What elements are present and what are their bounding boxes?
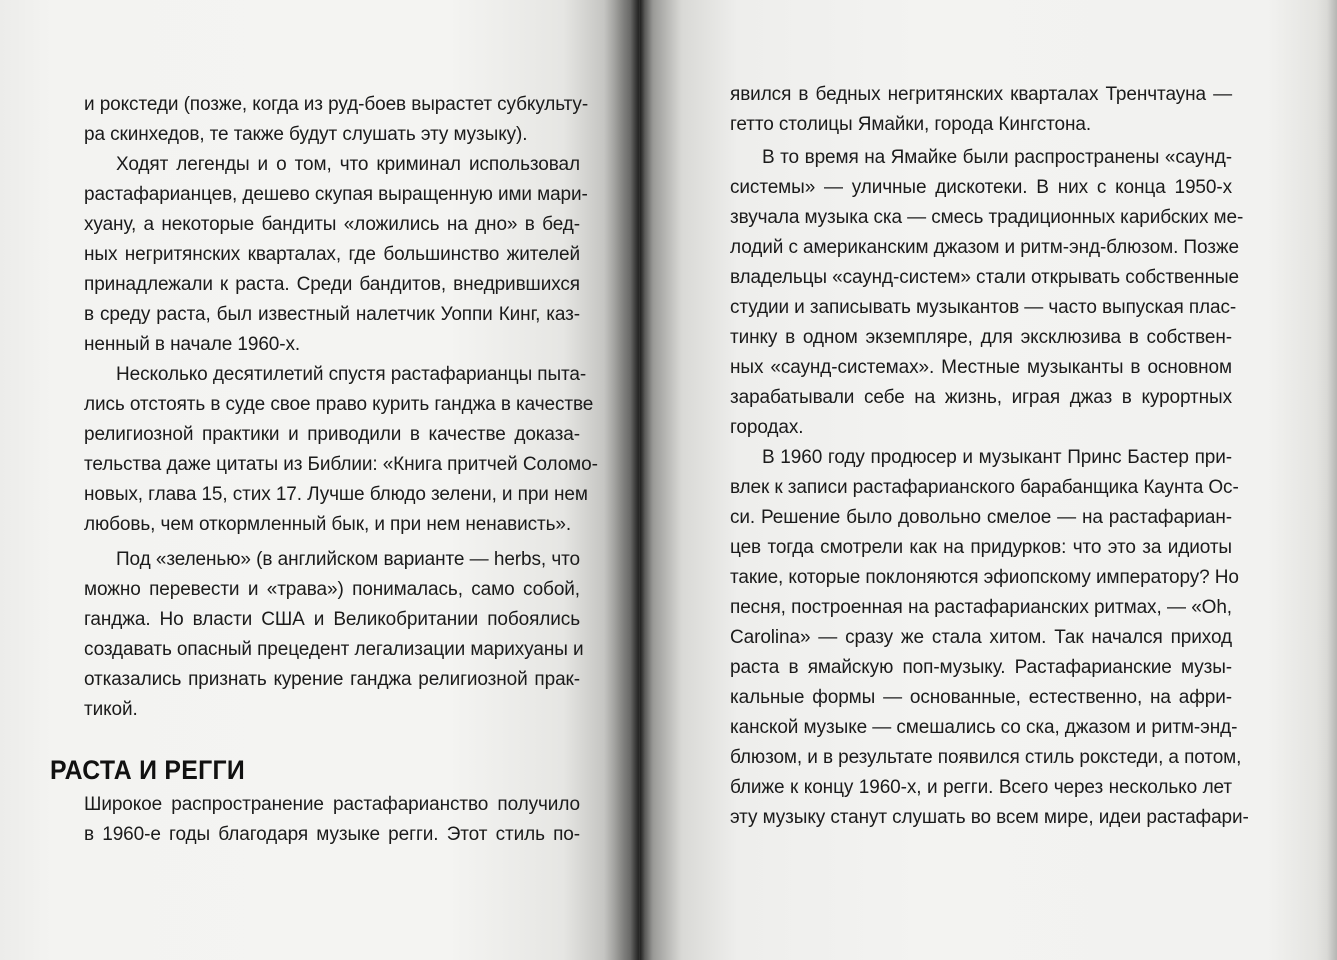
text-line: религиозной практики и приводили в качестве доказа- xyxy=(84,424,580,445)
text-line: такие, которые поклоняются эфиопскому императору? Но xyxy=(730,567,1239,588)
text-line: в среду раста, был известный налетчик Уоппи Кинг, каз- xyxy=(84,304,580,325)
text-line: растафарианцев, дешево скупая выращенную ими мари- xyxy=(84,184,588,205)
text-line: хуану, а некоторые бандиты «ложились на дно» в бед- xyxy=(84,214,580,235)
text-line: звучала музыка ска — смесь традиционных карибских ме- xyxy=(730,207,1244,228)
text-line: Carolina» — сразу же стала хитом. Так начался приход xyxy=(730,627,1232,648)
text-line: тинку в одном экземпляре, для эксклюзива в собствен- xyxy=(730,327,1232,348)
text-line: Под «зеленью» (в английском варианте — herbs, что xyxy=(116,549,580,570)
text-line: городах. xyxy=(730,417,804,438)
text-line: Широкое распространение растафарианство получило xyxy=(84,794,580,815)
text-line: ных негритянских кварталах, где большинство жителей xyxy=(84,244,580,265)
text-line: в 1960-е годы благодаря музыке регги. Этот стиль по- xyxy=(84,824,580,845)
text-line: ближе к концу 1960-х, и регги. Всего через несколько лет xyxy=(730,777,1232,798)
text-line: ра скинхедов, те также будут слушать эту музыку). xyxy=(84,124,528,145)
text-line: песня, построенная на растафарианских ритмах, — «Oh, xyxy=(730,597,1232,618)
text-line: ганджа. Но власти США и Великобритании побоялись xyxy=(84,609,580,630)
text-line: цев тогда смотрели как на придурков: что это за идиоты xyxy=(730,537,1232,558)
text-line: студии и записывать музыкантов — часто выпуская плас- xyxy=(730,297,1237,318)
text-line: системы» — уличные дискотеки. В них с конца 1950-х xyxy=(730,177,1232,198)
section-heading: РАСТА И РЕГГИ xyxy=(50,755,245,785)
text-line: В то время на Ямайке были распространены «саунд- xyxy=(762,147,1232,168)
text-line: явился в бедных негритянских кварталах Тренчтауна — xyxy=(730,84,1232,105)
text-line: Несколько десятилетий спустя растафарианцы пыта- xyxy=(116,364,587,385)
text-line: Ходят легенды и о том, что криминал использовал xyxy=(116,154,580,175)
text-line: ных «саунд-системах». Местные музыканты в основном xyxy=(730,357,1232,378)
text-line: блюзом, и в результате появился стиль рокстеди, а потом, xyxy=(730,747,1242,768)
text-line: раста в ямайскую поп-музыку. Растафарианские музы- xyxy=(730,657,1232,678)
text-line: отказались признать курение ганджа религиозной прак- xyxy=(84,669,580,690)
text-line: владельцы «саунд-систем» стали открывать собственные xyxy=(730,267,1239,288)
text-line: ненный в начале 1960-х. xyxy=(84,334,301,355)
text-line: влек к записи растафарианского барабанщика Каунта Ос- xyxy=(730,477,1239,498)
text-line: гетто столицы Ямайки, города Кингстона. xyxy=(730,114,1091,135)
text-line: тикой. xyxy=(84,699,138,720)
text-line: можно перевести и «трава») понималась, само собой, xyxy=(84,579,580,600)
text-line: лись отстоять в суде свое право курить ганджа в качестве xyxy=(84,394,594,415)
text-line: принадлежали к раста. Среди бандитов, внедрившихся xyxy=(84,274,580,295)
text-line: любовь, чем откормленный бык, и при нем ненависть». xyxy=(84,514,572,535)
text-line: кальные формы — основанные, естественно, на афри- xyxy=(730,687,1232,708)
text-line: В 1960 году продюсер и музыкант Принс Бастер при- xyxy=(762,447,1232,468)
text-line: канской музыке — смешались со ска, джазом и ритм-энд- xyxy=(730,717,1238,738)
book-gutter-shadow xyxy=(604,0,652,960)
right-page xyxy=(640,0,1337,960)
text-line: зарабатывали себе на жизнь, играя джаз в курортных xyxy=(730,387,1232,408)
text-line: си. Решение было довольно смелое — на растафариан- xyxy=(730,507,1232,528)
text-line: тельства даже цитаты из Библии: «Книга притчей Соломо- xyxy=(84,454,598,475)
text-line: создавать опасный прецедент легализации марихуаны и xyxy=(84,639,584,660)
text-line: эту музыку станут слушать во всем мире, идеи растафари- xyxy=(730,807,1249,828)
page-edge-shadow xyxy=(1327,0,1337,960)
text-line: и рокстеди (позже, когда из руд-боев вырастет субкульту- xyxy=(84,94,589,115)
text-line: лодий с американским джазом и ритм-энд-блюзом. Позже xyxy=(730,237,1239,258)
left-page xyxy=(0,0,640,960)
text-line: новых, глава 15, стих 17. Лучше блюдо зелени, и при нем xyxy=(84,484,588,505)
